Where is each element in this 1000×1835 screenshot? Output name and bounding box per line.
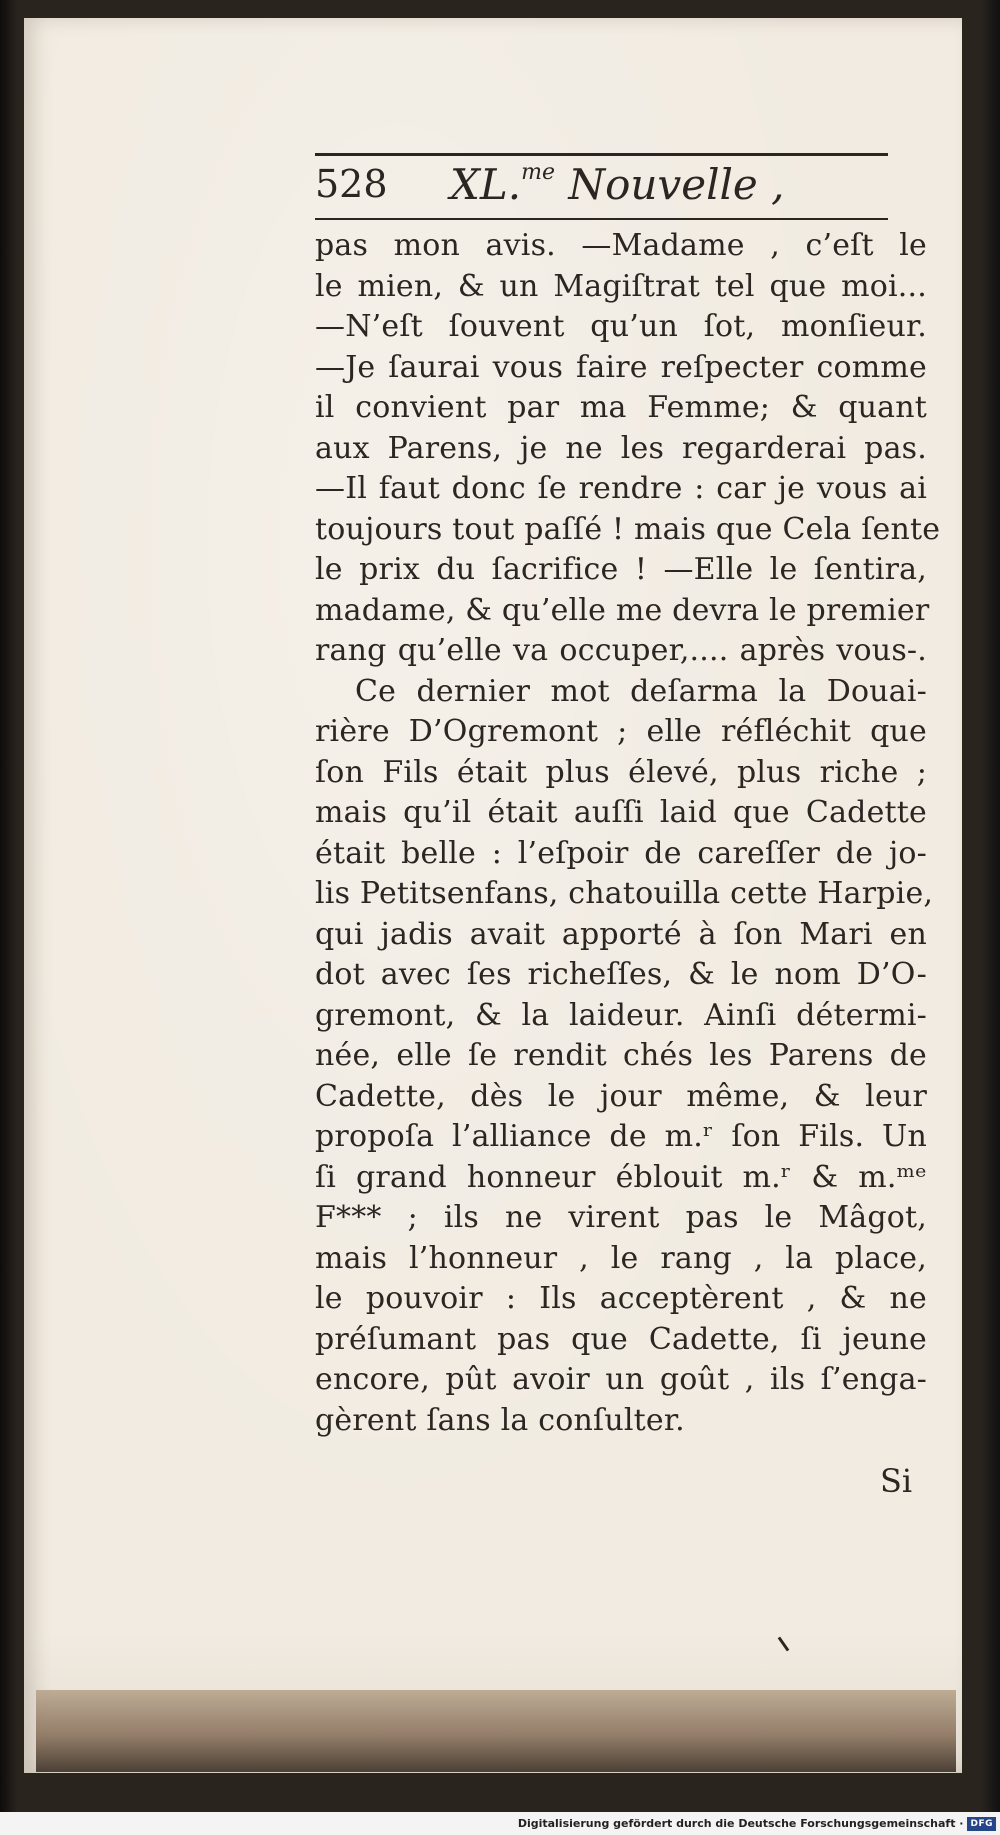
text-line: il convient par ma Femme; & quant — [315, 390, 927, 425]
text-line: ſon Fils était plus élevé, plus riche ; — [315, 754, 927, 790]
text-line: pas mon avis. —Madame , c’eſt le — [315, 228, 927, 263]
running-title — [450, 160, 785, 209]
text-line-paragraph-start: Ce dernier mot deſarma la Douai- — [355, 673, 927, 709]
text-line: —Il faut donc ſe rendre : car je vous ai — [315, 471, 927, 506]
header-rule-bottom — [315, 218, 888, 220]
text-line: dot avec ſes richeſſes, & le nom D’O- — [315, 957, 927, 992]
book-page-edges — [36, 1690, 956, 1772]
text-line: gremont, & la laideur. Ainſi détermi- — [315, 997, 927, 1033]
text-line: mais qu’il était auſſi laid que Cadette — [315, 795, 927, 830]
text-line: mais l’honneur , le rang , la place, — [315, 1240, 927, 1276]
text-line: le mien, & un Magiſtrat tel que moi... — [315, 268, 927, 304]
dfg-logo-icon: DFG — [967, 1817, 996, 1831]
text-line: aux Parens, je ne les regarderai pas. — [315, 430, 927, 466]
text-line: madame, & qu’elle me devra le premier — [315, 592, 930, 628]
text-line: F*** ; ils ne virent pas le Mâgot, — [315, 1200, 927, 1235]
text-line: était belle : l’eſpoir de careſſer de jo- — [315, 835, 927, 871]
text-line: —N’eſt ſouvent qu’un ſot, monſieur. — [315, 309, 927, 344]
text-line: rière D’Ogremont ; elle réfléchit que — [315, 714, 927, 749]
text-line: rang qu’elle va occuper,.... après vous-. — [315, 633, 927, 668]
body-text — [315, 226, 941, 1441]
header-rule-top — [315, 153, 888, 156]
text-line: Cadette, dès le jour même, & leur — [315, 1078, 927, 1114]
running-title-main: XL. — [450, 160, 522, 209]
text-line: qui jadis avait apporté à ſon Mari en — [315, 916, 927, 952]
text-line: encore, pût avoir un goût , ils ſ’enga- — [315, 1362, 927, 1397]
digitization-credit: Digitalisierung gefördert durch die Deutsche Forschungsgemeinschaft · — [517, 1817, 964, 1830]
text-line: propoſa l’alliance de m.ʳ ſon Fils. Un — [315, 1119, 927, 1154]
text-line: —Je ſaurai vous faire reſpecter comme — [315, 349, 927, 385]
text-line: le prix du ſacrifice ! —Elle le ſentira, — [315, 552, 927, 587]
running-header — [315, 158, 888, 218]
text-line-last: gèrent ſans la conſulter. — [315, 1402, 685, 1438]
text-line: toujours tout paſſé ! mais que Cela ſente — [315, 511, 941, 547]
text-line: née, elle ſe rendit chés les Parens de — [315, 1038, 927, 1073]
catchword: Si — [880, 1462, 913, 1500]
text-line: préſumant pas que Cadette, ſi jeune — [315, 1321, 927, 1357]
text-line: ſi grand honneur éblouit m.ʳ & m.ᵐᵉ — [315, 1159, 927, 1195]
running-title-superscript: me — [521, 160, 556, 185]
text-line: le pouvoir : Ils acceptèrent , & ne — [315, 1281, 927, 1316]
page-number: 528 — [315, 162, 388, 206]
digitization-credit-bar — [0, 1812, 1000, 1835]
running-title-rest: Nouvelle , — [555, 160, 785, 209]
text-line: lis Petitsenfans, chatouilla cette Harpie, — [315, 876, 934, 911]
